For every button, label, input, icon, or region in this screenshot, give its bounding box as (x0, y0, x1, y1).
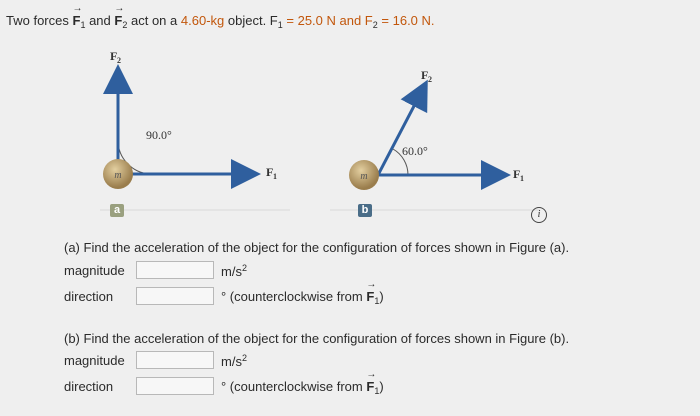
question-b: (b) Find the acceleration of the object for the configuration of forces shown in Figure (b). (64, 331, 570, 346)
f1-vector-symbol: → F (72, 3, 83, 28)
direction-unit-a: ° (counterclockwise from → $F_1$) (221, 279, 384, 306)
direction-label-b: direction (64, 379, 114, 394)
mass-label: m (360, 171, 368, 182)
f2-eq-subscript: 2 (372, 20, 378, 30)
and-text: and (89, 13, 111, 28)
f1-subscript: 1 (80, 20, 86, 30)
direction-input-a[interactable] (136, 287, 214, 305)
figure-a-badge: a (110, 204, 124, 217)
f2-vector-symbol: → F (114, 3, 125, 28)
f1-value: = 25.0 N and F (286, 13, 373, 28)
object-text: object. F (227, 13, 278, 28)
magnitude-label-a: magnitude (64, 263, 125, 278)
f1-label: F (266, 165, 274, 179)
act-text: act on a (131, 13, 178, 28)
f2-label-sub: 2 (428, 75, 432, 84)
magnitude-unit-a: $m/s^2$ (221, 263, 247, 279)
info-icon[interactable]: i (531, 207, 547, 223)
magnitude-input-a[interactable] (136, 261, 214, 279)
magnitude-input-b[interactable] (136, 351, 214, 369)
angle-label: 90.0° (146, 128, 172, 142)
f2-label-sub: 2 (117, 56, 121, 65)
f1-label-sub: 1 (520, 174, 524, 183)
angle-label: 60.0° (402, 144, 428, 158)
f2-subscript: 2 (122, 20, 128, 30)
figure-a (90, 40, 300, 220)
f1-label-sub: 1 (273, 172, 277, 181)
problem-prefix: Two forces (6, 13, 69, 28)
f2-arrow (378, 85, 425, 175)
mass-label: m (114, 170, 122, 181)
question-a: (a) Find the acceleration of the object for the configuration of forces shown in Figure (a). (64, 240, 570, 255)
f2-label: F (110, 49, 118, 63)
direction-unit-b: ° (counterclockwise from → $F_1$) (221, 369, 384, 396)
direction-input-b[interactable] (136, 377, 214, 395)
magnitude-unit-b: $m/s^2$ (221, 353, 247, 369)
f1-eq-subscript: 1 (277, 20, 283, 30)
f2-value: = 16.0 N. (381, 13, 435, 28)
mass-value: 4.60-kg (180, 13, 225, 28)
f1-label: F (513, 167, 521, 181)
magnitude-label-b: magnitude (64, 353, 125, 368)
figure-b (330, 55, 545, 220)
f2-label: F (421, 68, 429, 82)
figure-b-badge: b (358, 204, 372, 217)
direction-label-a: direction (64, 289, 114, 304)
problem-statement (6, 3, 435, 30)
